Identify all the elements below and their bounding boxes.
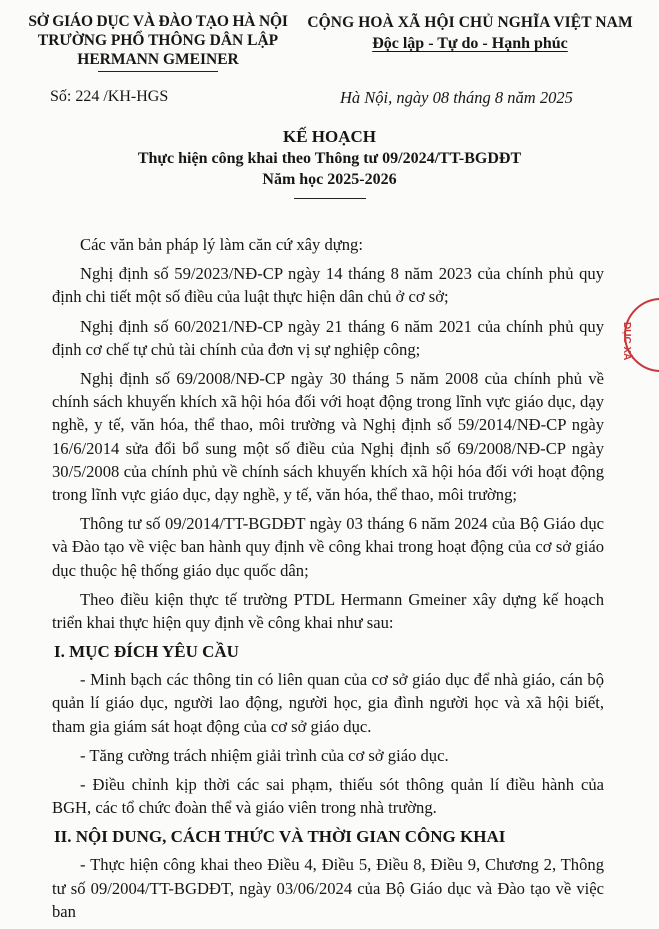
national-motto: Độc lập - Tự do - Hạnh phúc [372, 35, 568, 52]
legal-basis-circular-09: Thông tư số 09/2014/TT-BGDĐT ngày 03 tháng 6 năm 2024 của Bộ Giáo dục và Đào tạo về việc ban hành quy định về công khai trong hoạt động của cơ sở giáo dục thuộc hệ thống giáo dục quốc dân; [52, 514, 604, 580]
section-2-heading: II. NỘI DUNG, CÁCH THỨC VÀ THỜI GIAN CÔNG KHAI [54, 827, 506, 847]
department-name: SỞ GIÁO DỤC VÀ ĐÀO TẠO HÀ NỘI [28, 13, 288, 30]
plan-intro-paragraph: Theo điều kiện thực tế trường PTDL Hermann Gmeiner xây dựng kế hoạch triển khai thực hiện quy định về công khai như sau: [52, 589, 604, 633]
header-left-divider [98, 71, 218, 72]
title-divider [294, 198, 366, 199]
issuing-authority-header [10, 12, 306, 72]
national-header [290, 12, 650, 54]
document-subtitle: Thực hiện công khai theo Thông tư 09/2024/TT-BGDĐT [137, 150, 522, 167]
section-1-item: - Minh bạch các thông tin có liên quan của cơ sở giáo dục để nhà giáo, cán bộ quản lí giáo dục, người lao động, người học, gia đình người học và xã hội biết, tham gia giám sát hoạt động của cơ sở giáo dục. [52, 670, 604, 736]
school-name-line2: HERMANN GMEINER [77, 51, 239, 68]
document-title: KẾ HOẠCH [282, 127, 377, 146]
section-1-item: - Tăng cường trách nhiệm giải trình của cơ sở giáo dục. [80, 745, 449, 765]
document-body [52, 233, 604, 929]
school-name-line1: TRƯỜNG PHỔ THÔNG DÂN LẬP [37, 32, 279, 49]
school-year: Năm học 2025-2026 [262, 171, 397, 188]
legal-basis-decree-59: Nghị định số 59/2023/NĐ-CP ngày 14 tháng 8 năm 2023 của chính phủ quy định chi tiết một số điều của luật thực hiện dân chủ ở cơ sở; [52, 264, 604, 307]
legal-basis-decree-60: Nghị định số 60/2021/NĐ-CP ngày 21 tháng 6 năm 2021 của chính phủ quy định cơ chế tự chủ tài chính của đơn vị sự nghiệp công; [52, 316, 604, 359]
intro-paragraph: Các văn bản pháp lý làm căn cứ xây dựng: [80, 235, 363, 254]
stamp-text: DỤC XÃ [621, 322, 632, 361]
section-1-item: - Điều chỉnh kịp thời các sai phạm, thiếu sót thông quản lí điều hành của BGH, các tổ chức đoàn thể và giáo viên trong nhà trường. [52, 775, 604, 818]
national-title: CỘNG HOÀ XÃ HỘI CHỦ NGHĨA VIỆT NAM [307, 14, 633, 31]
section-1-heading: I. MỤC ĐÍCH YÊU CẦU [54, 642, 239, 662]
document-number: Số: 224 /KH-HGS [50, 88, 169, 105]
section-2-item: - Thực hiện công khai theo Điều 4, Điều 5, Điều 8, Điều 9, Chương 2, Thông tư số 09/2004/TT-BGDĐT, ngày 03/06/2024 của Bộ Giáo dục và Đào tạo về việc ban [52, 855, 604, 921]
document-date: Hà Nội, ngày 08 tháng 8 năm 2025 [340, 88, 573, 107]
legal-basis-decree-69: Nghị định số 69/2008/NĐ-CP ngày 30 tháng 5 năm 2008 của chính phủ về chính sách khuyến khích xã hội hóa đối với hoạt động trong lĩnh vực giáo dục, dạy nghề, y tế, văn hóa, thể thao, môi trường và Nghị định số 59/2014/NĐ-CP ngày 16/6/2014 sửa đổi bổ sung một số điều của Nghị định số 69/2008/NĐ-CP ngày 30/5/2008 của chính phủ về chính sách khuyến khích xã hội hóa đối với hoạt động trong lĩnh vực giáo dục, dạy nghề, y tế, văn hóa, thể thao, môi trường; [52, 369, 604, 505]
document-title-block [0, 126, 659, 199]
